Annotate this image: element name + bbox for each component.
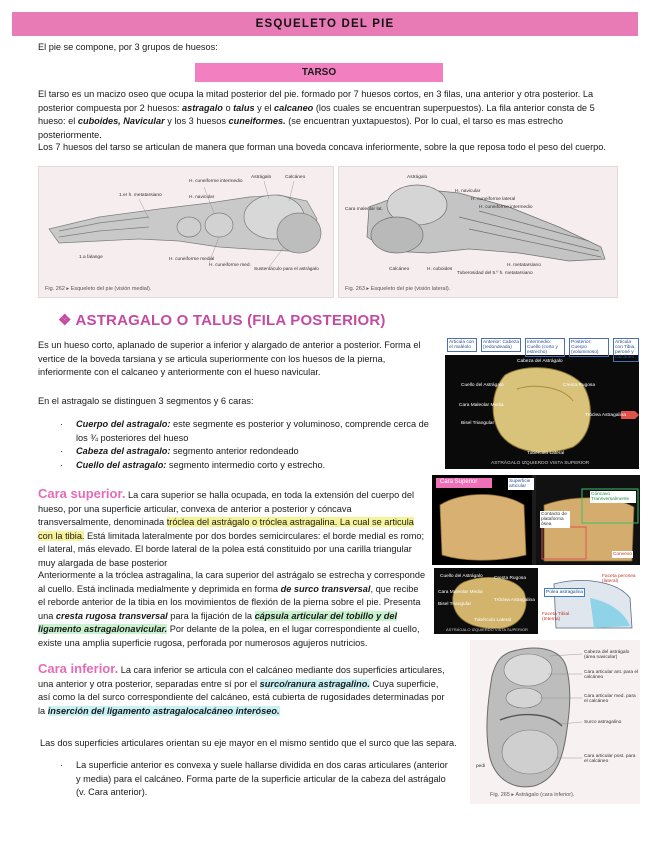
tarso-heading: TARSO [195,63,443,82]
fig2-label: Cara maleolar lat. [345,207,383,212]
talus-tab: Anterior: Cabeza (redondeada) [483,340,519,350]
talus-label: Tubérculo Lateral [527,451,565,456]
astragalo-paragraph-1: Es un hueso corto, aplanado de superior a inferior y alargado de anterior a posterior. Forma el vertice de la boveda tarsiana y se articula superiormente con los huesos de la pierna, inferiormente con el calcaneo y anteriormente con el hueso navicular. [38,340,421,378]
cara-superior-image [432,475,640,565]
fig2-label: Tuberosidad del 5.º h. metatarsiano [457,271,533,276]
talus-label: Cuello del Astrágalo [461,383,504,388]
inferior-label: Cara articular ant. para el calcáneo [584,670,639,680]
inferior-label: pedi [476,764,486,769]
tarso-paragraph-1: El tarso es un macizo oseo que ocupa la mitad posterior del pie. formado por 7 huesos cortos, en 3 filas, una anterior y otra posterior. La posterior compuesta por 2 huesos: astragalo o talus y el calcaneo (los cuales se encuentran superpuestos). La fila anterior consta de 5 hueso: el cuboides, Navicular y los 3 huesos cuneiformes. (se encuentran yuxtapuestos). Por lo cual, el tarso es mas estrecho posteriormente. [38,89,595,140]
talus-label: Cresta Rugosa [563,383,595,388]
list-item: · Cuerpo del astragalo: este segmente es posterior y voluminoso, comprende cerca de los ¾ posteriores del hueso [60,419,429,443]
fig1-label: H. cuneiforme intermedio [189,179,243,184]
polea-label: Bisel Triangular [438,602,472,607]
cara-superior-paragraph-1: Cara superior. La cara superior se halla ocupada, en toda la extensión del cuerpo del hueso, por una superficie articular, convexa de anterior a posterior y cóncava transversalmente, denominada tróclea del astrágalo o tróclea astragalina. La cual se articula con la tibia. Está limitada lateralmente por dos bordes semicirculares: el borde medial es romo; el lateral, más elevado. El borde lateral de la polea está constituido por una carilla triangular muy alargada de base posterior [38,486,425,568]
list-item: · La superficie anterior es convexa y suele hallarse dividida en dos caras articulares (anterior y media) para el calcáneo. Forma parte de la superficie articular de la cabeza del astrágalo (v. Cara anterior). [60,760,448,798]
inferior-label: Cara articular med. para el calcáneo [584,694,636,704]
fig1-label: 1.a falange [79,255,103,260]
talus-label: Bisel Triangular [461,421,495,426]
fig2-label: H. metatarsiano [507,263,541,268]
inferior-label: Cara articular post. para el calcáneo [584,754,636,764]
polea-footer: ASTRÁGALO IZQUIERDO VISTA SUPERIOR [446,627,528,632]
fig1-label: Astrágalo [251,175,272,180]
astragalo-paragraph-2: En el astragalo se distinguen 3 segmentos y 6 caras: [38,396,254,406]
talus-superior-illustration [445,335,639,469]
polea-label: Cuello del Astrágalo [440,574,483,579]
fig1-caption: Fig. 262 ▸ Esqueleto del pie (visión medial). [45,286,152,292]
page-title: ESQUELETO DEL PIE [12,12,638,36]
polea-label: Tubérculo Lateral [474,618,512,623]
talus-tab: Articula con Tibia, peroné y calcáneo [613,338,639,362]
polea-label: Faceta Tibial (Interna) [542,612,570,622]
cara-sup-label: Contacto de plataforma ósea [540,511,570,528]
talus-label: Tróclea Astragalina [585,413,626,418]
talus-superior-image [445,335,639,469]
inferior-label: Cabeza del astrágalo (área navicular) [584,650,630,660]
cara-inferior-paragraph-2: Las dos superficies articulares orientan su eje mayor en el mismo sentido que el surco que las separa. [40,738,457,748]
list-item: · Cuello del astragalo: segmento intermedio corto y estrecho. [60,459,326,470]
cara-inferior-heading: Cara inferior. [38,661,119,676]
fig1-label: Sustentáculo para el astrágalo [254,267,319,272]
fig2-label: Astrágalo [407,175,428,180]
talus-tab: Posterior: Cuerpo (voluminoso) [569,338,609,357]
foot-lateral-illustration [339,167,618,298]
talus-inferior-figure [470,640,640,804]
polea-label: Cara Maleolar Media [438,590,483,595]
fig1-label: H. cuneiforme medial [169,257,215,262]
polea-label: Tróclea Astragalina [494,598,535,603]
talus-tab: Articula con el maléolo [447,338,477,352]
intro-text: El pie se compone, por 3 grupos de huesos: [38,42,218,52]
foot-medial-illustration [39,167,334,298]
inferior-label: Surco astragalino [584,720,622,725]
fig1-label: H. navicular [189,195,215,200]
polea-label: Faceta peronea (lateral) [602,574,636,584]
fig-inferior-caption: Fig. 265 ▸ Astrágalo (cara inferior). [490,792,575,798]
fig1-label: H. cuneiforme med. [209,263,251,268]
segments-list [60,418,436,472]
fig2-label: H. cuneiforme intermedio [479,205,533,210]
cara-sup-label: Superficie articular [508,478,534,490]
fig2-caption: Fig. 263 ▸ Esqueleto del pie (visión lateral). [345,286,451,292]
cara-sup-label: Cóncavo Transversalmente [590,491,636,503]
cara-superior-heading: Cara superior. [38,486,126,501]
foot-medial-figure [38,166,334,298]
polea-astragalina-image [434,568,640,634]
cara-superior-paragraph-2: Anteriormente a la tróclea astragalina, la cara superior del astrágalo se estrecha y corresponde al cuello. Está inclinada medialmente y deprimida en forma de surco transversal, que recibe el reborde anterior de la tibia en los movimientos de flexión de la pierna sobre el pie. Presenta una cresta rugosa transversal para la fijación de la cápsula articular del tobillo y del ligamento astragalonavicular. Por delante de la polea, en el lugar correspondiente al cuello, existe una amplia superficie rugosa, perforada por numerosos agujeros nutricios. [38,570,426,648]
section-heading-astragalo: ❖ ASTRAGALO O TALUS (FILA POSTERIOR) [58,312,386,329]
polea-label: Cresta Rugosa [494,576,526,581]
cara-superior-illustration [432,475,640,565]
fig2-label: Calcáneo [389,267,410,272]
talus-tab: Intermedio: Cuello (corto y estrecho) [525,338,565,357]
talus-label: Cabeza del Astrágalo [517,359,563,364]
list-item: · Cabeza del astragalo: segmento anterior redondeado [60,446,299,457]
tarso-paragraph-2: Los 7 huesos del tarso se articulan de manera que forman una boveda concava inferiormente, sobre la que reposa todo el peso del cuerpo. [38,142,606,152]
fig1-label: 1.er h. metatarsiano [119,193,162,198]
fig2-label: H. cuneiforme lateral [471,197,516,202]
cara-inferior-paragraph-1: Cara inferior. La cara inferior se articula con el calcáneo mediante dos superficies articulares, una anterior y otra posterior, separadas entre sí por el surco/ranura astragalino. Cuya superficie, así como la del surco correspondiente del calcáneo, está cubierta de rugosidades determinadas por la inserción del ligamento astragalocalcáneo interóseo. [38,661,445,716]
fig2-label: H. navicular [455,189,481,194]
foot-lateral-figure [338,166,618,298]
talus-label: Cara Maleolar Media [459,403,504,408]
polea-label: Polea astragalina [546,590,584,595]
talus-footer: ASTRÁGALO IZQUIERDO VISTA SUPERIOR [491,461,590,466]
fig1-label: Calcáneo [285,175,306,180]
fig2-label: H. cuboides [427,267,453,272]
cara-sup-label: Convexo [613,552,632,557]
cara-superior-tab: Cara Superior [440,479,478,485]
